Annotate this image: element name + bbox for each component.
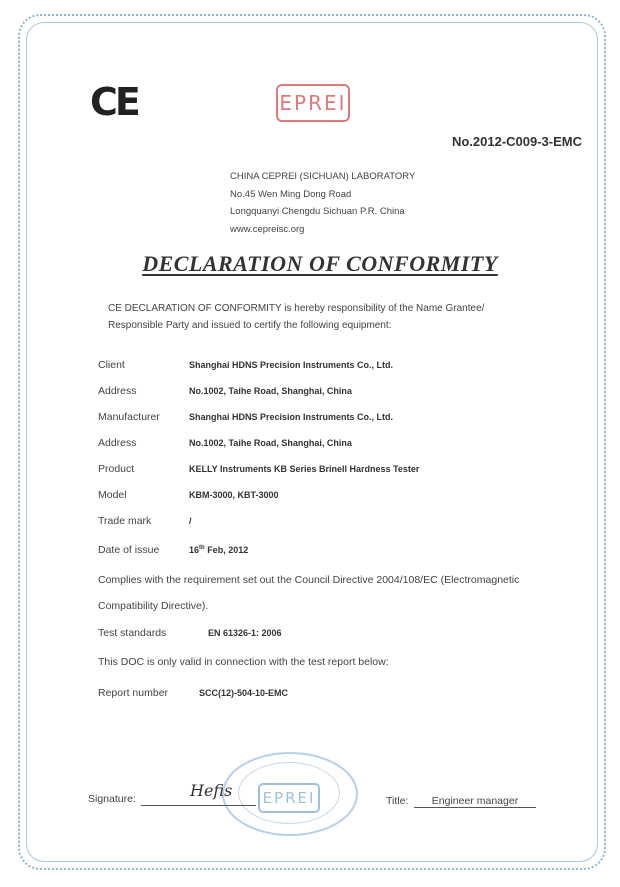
complies-line1: Complies with the requirement set out the Council Directive 2004/108/EC (Electromagnetic [98,574,520,586]
ceprei-logo: EPREI [276,84,350,122]
test-standards-value: EN 61326-1: 2006 [208,628,282,638]
report-number-row [98,687,289,699]
field-label: Product [98,463,135,475]
field-value: Shanghai HDNS Precision Instruments Co., Ltd. [189,412,394,422]
field-row-address [98,385,352,397]
ce-mark-icon: CE [90,80,138,124]
document-title [0,251,620,277]
field-label: Model [98,489,127,501]
date-rest: Feb, 2012 [204,545,249,555]
intro-paragraph [108,300,548,334]
intro-line1: CE DECLARATION OF CONFORMITY is hereby responsibility of the Name Grantee/ [108,303,485,314]
lab-address-block [230,168,415,238]
field-value: / [189,516,192,526]
field-row-manufacturer [98,411,394,423]
test-standards-row [98,627,282,639]
seal-logo: EPREI [258,783,320,813]
lab-address-line1: No.45 Wen Ming Dong Road [230,188,352,200]
complies-line2: Compatibility Directive). [98,600,209,612]
field-row-model [98,489,279,501]
field-label: Client [98,359,125,371]
signer-title-label: Title: [386,795,409,807]
report-number-label: Report number [98,687,169,699]
date-suffix: th [199,545,205,551]
field-row-date-of-issue [98,544,249,556]
document-number: No.2012-C009-3-EMC [451,134,582,149]
intro-line2: Responsible Party and issued to certify the following equipment: [108,320,392,331]
field-label: Address [98,385,137,397]
field-value: No.1002, Taihe Road, Shanghai, China [189,438,352,448]
doc-note: This DOC is only valid in connection with the test report below: [98,656,389,668]
field-value: KBM-3000, KBT-3000 [189,490,279,500]
signature-label: Signature: [88,793,136,805]
report-number-value: SCC(12)-504-10-EMC [199,688,289,698]
lab-address-line2: Longquanyi Chengdu Sichuan P.R. China [230,206,405,217]
field-label: Trade mark [98,515,152,527]
field-label: Date of issue [98,544,160,556]
lab-name: CHINA CEPREI (SICHUAN) LABORATORY [230,171,416,182]
document-title-text: DECLARATION OF CONFORMITY [142,251,498,276]
date-day: 16 [189,545,200,555]
signer-title-value: Engineer manager [414,795,536,808]
test-standards-label: Test standards [98,627,167,639]
handwritten-signature: Hefis [190,781,233,800]
field-value: No.1002, Taihe Road, Shanghai, China [189,386,352,396]
field-row-client [98,359,394,371]
field-label: Address [98,437,137,449]
field-value [189,545,248,555]
signature-line [141,805,256,806]
field-row-trade-mark [98,515,192,527]
field-value: KELLY Instruments KB Series Brinell Hardness Tester [189,464,420,474]
field-row-product [98,463,420,475]
field-row-manufacturer-address [98,437,352,449]
field-label: Manufacturer [98,411,160,423]
field-value: Shanghai HDNS Precision Instruments Co., Ltd. [189,360,394,370]
lab-website: www.cepreisc.org [230,223,305,235]
